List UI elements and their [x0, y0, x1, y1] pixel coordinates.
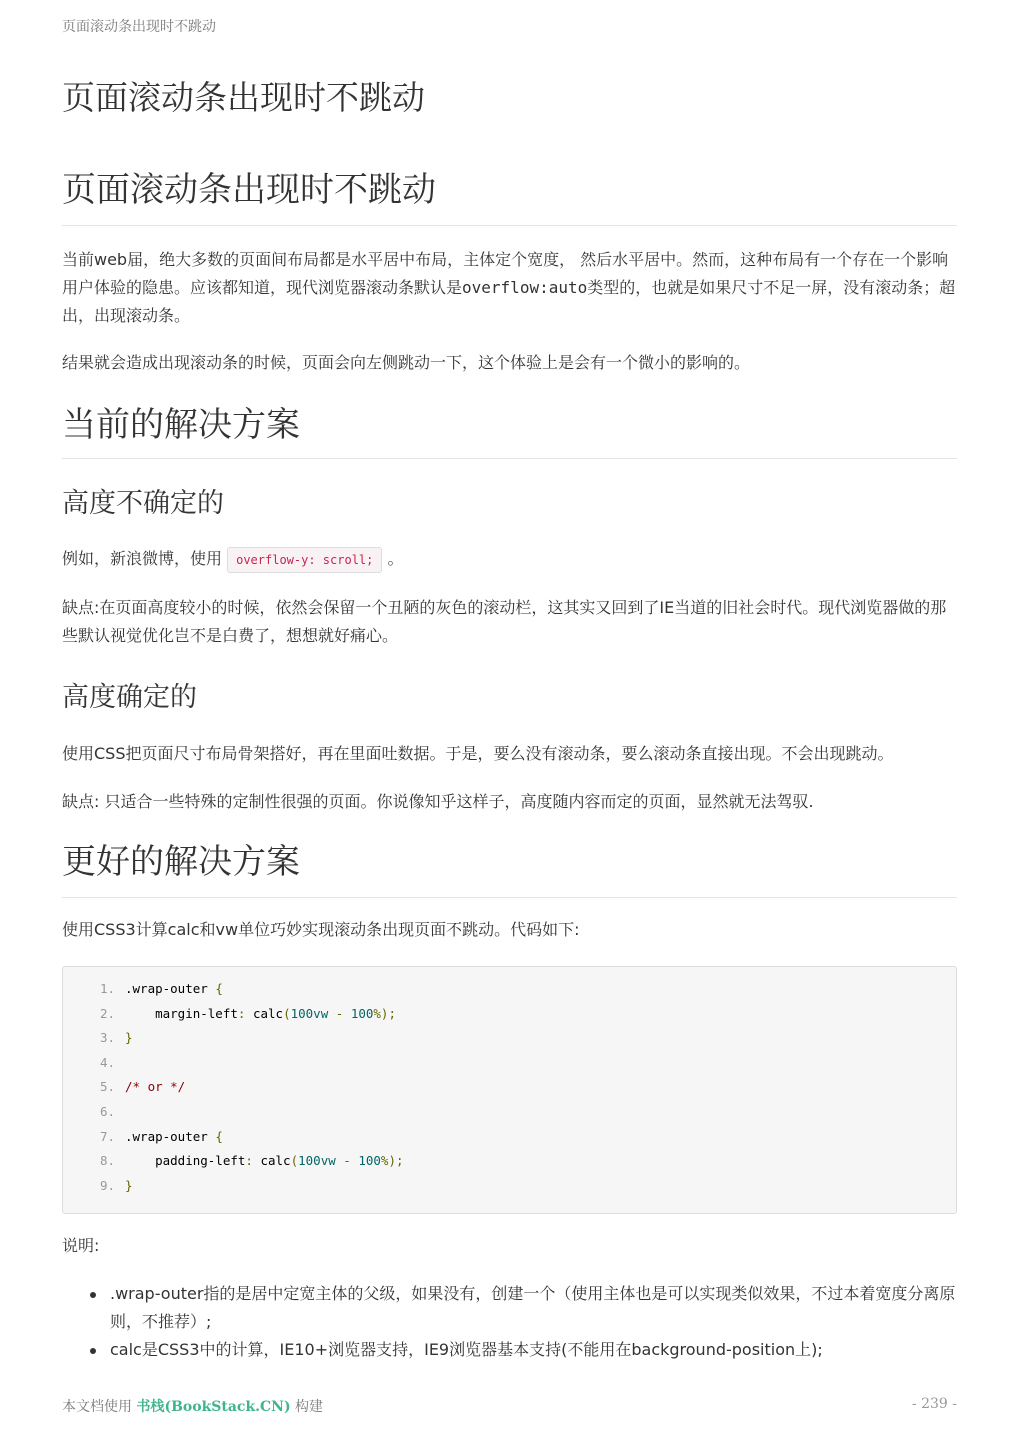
code-line-number: 4. [99, 1054, 115, 1070]
fixed-height-paragraph: 使用CSS把页面尺寸布局骨架搭好，再在里面吐数据。于是，要么没有滚动条，要么滚动条直接出现。不会出现跳动。 [62, 744, 894, 763]
code-token: padding-left [125, 1153, 246, 1169]
code-line [63, 1100, 125, 1124]
code-token: { [215, 1128, 223, 1144]
code-token: } [125, 1030, 133, 1046]
footer-suffix: 构建 [290, 1399, 324, 1415]
code-line [63, 977, 223, 1001]
code-token: - [335, 1153, 359, 1169]
code-token: calc [260, 1153, 291, 1169]
code-token: %); [373, 1005, 396, 1021]
intro-text-a: 当前web届，绝大多数的页面间布局都是水平居中布局，主体定个宽度， 然后水平居中。然而，这种布局有一个存在一个影响用户体验的隐患。应该都知道，现代浏览器滚动条默认是 [62, 250, 949, 297]
code-line-number: 8. [99, 1153, 115, 1169]
list-item-text: calc是CSS3中的计算，IE10+浏览器支持，IE9浏览器基本支持(不能用在background-position上); [110, 1340, 823, 1359]
example-text-b: 。 [387, 549, 404, 568]
code-token: 100 [358, 1153, 381, 1169]
code-token: - [328, 1005, 351, 1021]
overflow-inline-code: overflow-y: scroll; [227, 547, 382, 573]
intro-text-b: 类型的，也就是如果尺寸不足一屏，没有滚动条；超出，出现滚动条。 [62, 278, 956, 325]
code-line [63, 1174, 133, 1198]
example-text-a: 例如，新浪微博，使用 [62, 549, 223, 568]
code-line [63, 1125, 223, 1149]
code-block [62, 966, 957, 1214]
subsection-fixed-height-title: 高度确定的 [62, 682, 197, 713]
code-token: ( [290, 1153, 299, 1169]
code-token: 100vw [298, 1153, 336, 1169]
section-better-solution-title: 更好的解决方案 [62, 842, 957, 898]
section-current-solutions-title: 当前的解决方案 [62, 405, 957, 459]
code-token: .wrap-outer [125, 1128, 216, 1144]
code-line-number: 9. [99, 1177, 115, 1193]
code-line [63, 1051, 125, 1075]
code-line [63, 1075, 185, 1099]
bullet-icon [90, 1348, 96, 1354]
drawback-paragraph-1: 缺点:在页面高度较小的时候，依然会保留一个丑陋的灰色的滚动栏，这其实又回到了IE当道的旧社会时代。现代浏览器做的那些默认视觉优化岂不是白费了，想想就好痛心。 [62, 598, 947, 645]
book-title: 页面滚动条出现时不跳动 [62, 78, 425, 117]
code-token: /* or */ [125, 1079, 186, 1095]
code-token: } [125, 1177, 133, 1193]
code-token: { [215, 981, 223, 996]
intro-paragraph-2: 结果就会造成出现滚动条的时候，页面会向左侧跳动一下，这个体验上是会有一个微小的影响的。 [62, 353, 751, 372]
note-label: 说明: [62, 1236, 100, 1255]
running-header-title: 页面滚动条出现时不跳动 [62, 19, 216, 35]
code-line [63, 1002, 396, 1026]
list-item [62, 1336, 957, 1364]
code-token: calc [252, 1005, 284, 1021]
example-paragraph [62, 545, 957, 573]
code-token: margin-left [125, 1005, 238, 1021]
footer-credit [62, 1396, 323, 1416]
code-token: ( [283, 1005, 291, 1021]
intro-inline-code: overflow:auto [462, 278, 588, 297]
list-item-text: .wrap-outer指的是居中定宽主体的父级，如果没有，创建一个（使用主体也是可以实现类似效果，不过本着宽度分离原则，不推荐）; [110, 1284, 956, 1331]
better-solution-paragraph: 使用CSS3计算calc和vw单位巧妙实现滚动条出现页面不跳动。代码如下: [62, 920, 580, 939]
footer-prefix: 本文档使用 [62, 1399, 137, 1415]
drawback-paragraph-2: 缺点: 只适合一些特殊的定制性很强的页面。你说像知乎这样子，高度随内容而定的页面，显然就无法驾驭. [62, 792, 814, 811]
subsection-uncertain-height-title: 高度不确定的 [62, 488, 224, 519]
code-line-number: 2. [99, 1005, 115, 1021]
code-line-number: 7. [99, 1128, 115, 1144]
code-line-number: 1. [99, 981, 115, 996]
code-line-number: 6. [99, 1104, 115, 1119]
code-token: 100vw [290, 1005, 329, 1021]
code-token: .wrap-outer [125, 981, 216, 996]
code-line [63, 1026, 133, 1050]
footer-brand-link[interactable]: 书栈(BookStack.CN) [136, 1399, 291, 1415]
bullet-icon [90, 1292, 96, 1298]
code-line-number: 5. [99, 1079, 115, 1095]
page-number: - 239 - [911, 1396, 957, 1412]
code-token: 100 [350, 1005, 374, 1021]
code-line-number: 3. [99, 1030, 115, 1046]
article-title: 页面滚动条出现时不跳动 [62, 170, 957, 226]
code-token: : [237, 1005, 253, 1021]
notes-list [62, 1280, 957, 1364]
code-token: %); [380, 1153, 404, 1169]
code-line [63, 1149, 404, 1173]
list-item [62, 1280, 957, 1336]
code-token: : [245, 1153, 261, 1169]
intro-paragraph-1 [62, 246, 957, 330]
